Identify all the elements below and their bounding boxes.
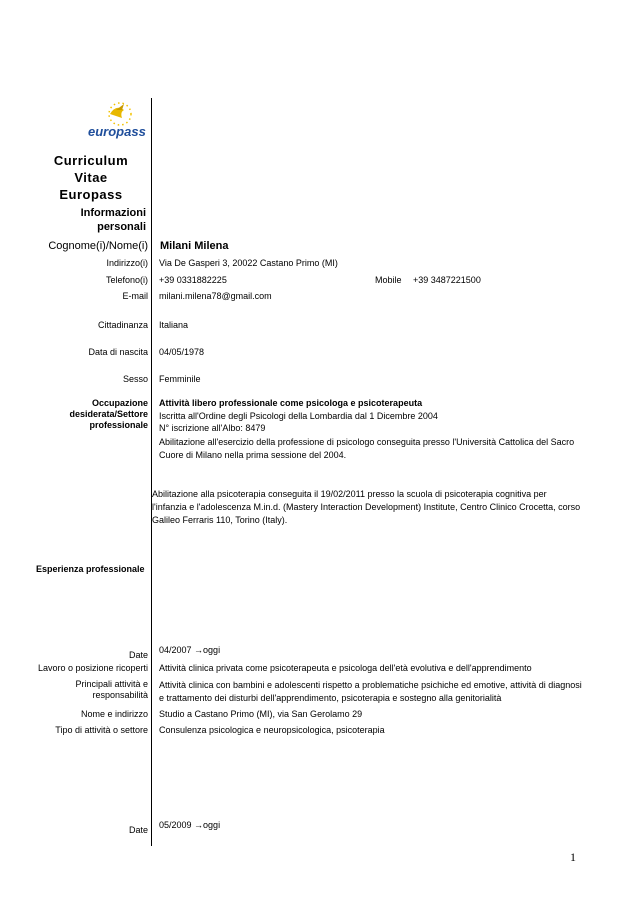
sector-label: Tipo di attività o settore: [55, 725, 148, 735]
sex-label: Sesso: [122, 374, 148, 384]
role-value: Attività clinica privata come psicoterapeuta e psicologa dell'età evolutiva e dell'apprendimento: [159, 663, 532, 673]
phone-value: +39 0331882225: [159, 275, 227, 285]
sector-value: Consulenza psicologica e neuropsicologica, psicoterapia: [159, 725, 385, 735]
mobile-value: +39 3487221500: [413, 275, 481, 285]
europass-logo: [80, 100, 154, 148]
name-value: Milani Milena: [160, 240, 229, 252]
name-label: Cognome(i)/Nome(i): [48, 240, 148, 252]
role-label: Lavoro o posizione ricoperti: [37, 663, 148, 673]
address-value: Via De Gasperi 3, 20022 Castano Primo (MI): [159, 258, 338, 268]
birthdate-label: Data di nascita: [88, 347, 148, 357]
arrow-right-icon: →: [194, 645, 204, 655]
occupation-registration: Iscritta all'Ordine degli Psicologi della Lombardia dal 1 Dicembre 2004: [159, 411, 438, 421]
occupation-qualification-1: Abilitazione all'esercizio della professione di psicologo conseguita presso l'Università Cattolica del Sacro Cuore di Milano nella prima sessione del 2004.: [159, 437, 575, 460]
nationality-label: Cittadinanza: [97, 320, 148, 330]
activities-value: Attività clinica con bambini e adolescenti rispetto a problematiche psichiche ed emotive, attività di diagnosi e trattamento dei disturbi dell'apprendimento, psicoterapia e sostegno alla genitorialità: [159, 680, 582, 703]
svg-text:europass: europass: [88, 124, 146, 139]
page-number: 1: [570, 850, 576, 864]
date-label: Date: [128, 650, 148, 660]
sex-value: Femminile: [159, 374, 201, 384]
cv-title: Curriculum Vitae Europass: [53, 153, 129, 202]
section-personal-info: Informazioni personali: [80, 207, 146, 233]
occupation-title: Attività libero professionale come psicologa e psicoterapeuta: [159, 398, 423, 408]
address-label: Indirizzo(i): [106, 258, 148, 268]
email-label: E-mail: [122, 291, 148, 301]
arrow-right-icon: →: [194, 820, 204, 830]
date-label-2: Date: [128, 825, 148, 835]
employer-value: Studio a Castano Primo (MI), via San Gerolamo 29: [159, 709, 363, 719]
email-value[interactable]: milani.milena78@gmail.com: [159, 291, 272, 301]
date-value: 04/2007 →oggi: [159, 645, 221, 655]
occupation-qualification-2: Abilitazione alla psicoterapia conseguita il 19/02/2011 presso la scuola di psicoterapia cognitiva per l'infanzia e l'adolescenza M.in.d. (Mastery Interaction Development) Institute, Centro Clinico Crocetta, corso Galileo Ferraris 110, Torino (Italy).: [152, 489, 581, 525]
phone-label: Telefono(i): [105, 275, 148, 285]
section-experience: Esperienza professionale: [36, 564, 145, 574]
employer-label: Nome e indirizzo: [80, 709, 148, 719]
column-divider: [151, 98, 152, 846]
occupation-label: Occupazione desiderata/Settore professionale: [69, 398, 148, 430]
activities-label: Principali attività e responsabilità: [75, 679, 148, 700]
occupation-albo-number: N° iscrizione all'Albo: 8479: [159, 423, 266, 433]
birthdate-value: 04/05/1978: [159, 347, 205, 357]
date-value-2: 05/2009 →oggi: [159, 820, 221, 830]
mobile-label: Mobile: [375, 275, 402, 285]
nationality-value: Italiana: [159, 320, 189, 330]
